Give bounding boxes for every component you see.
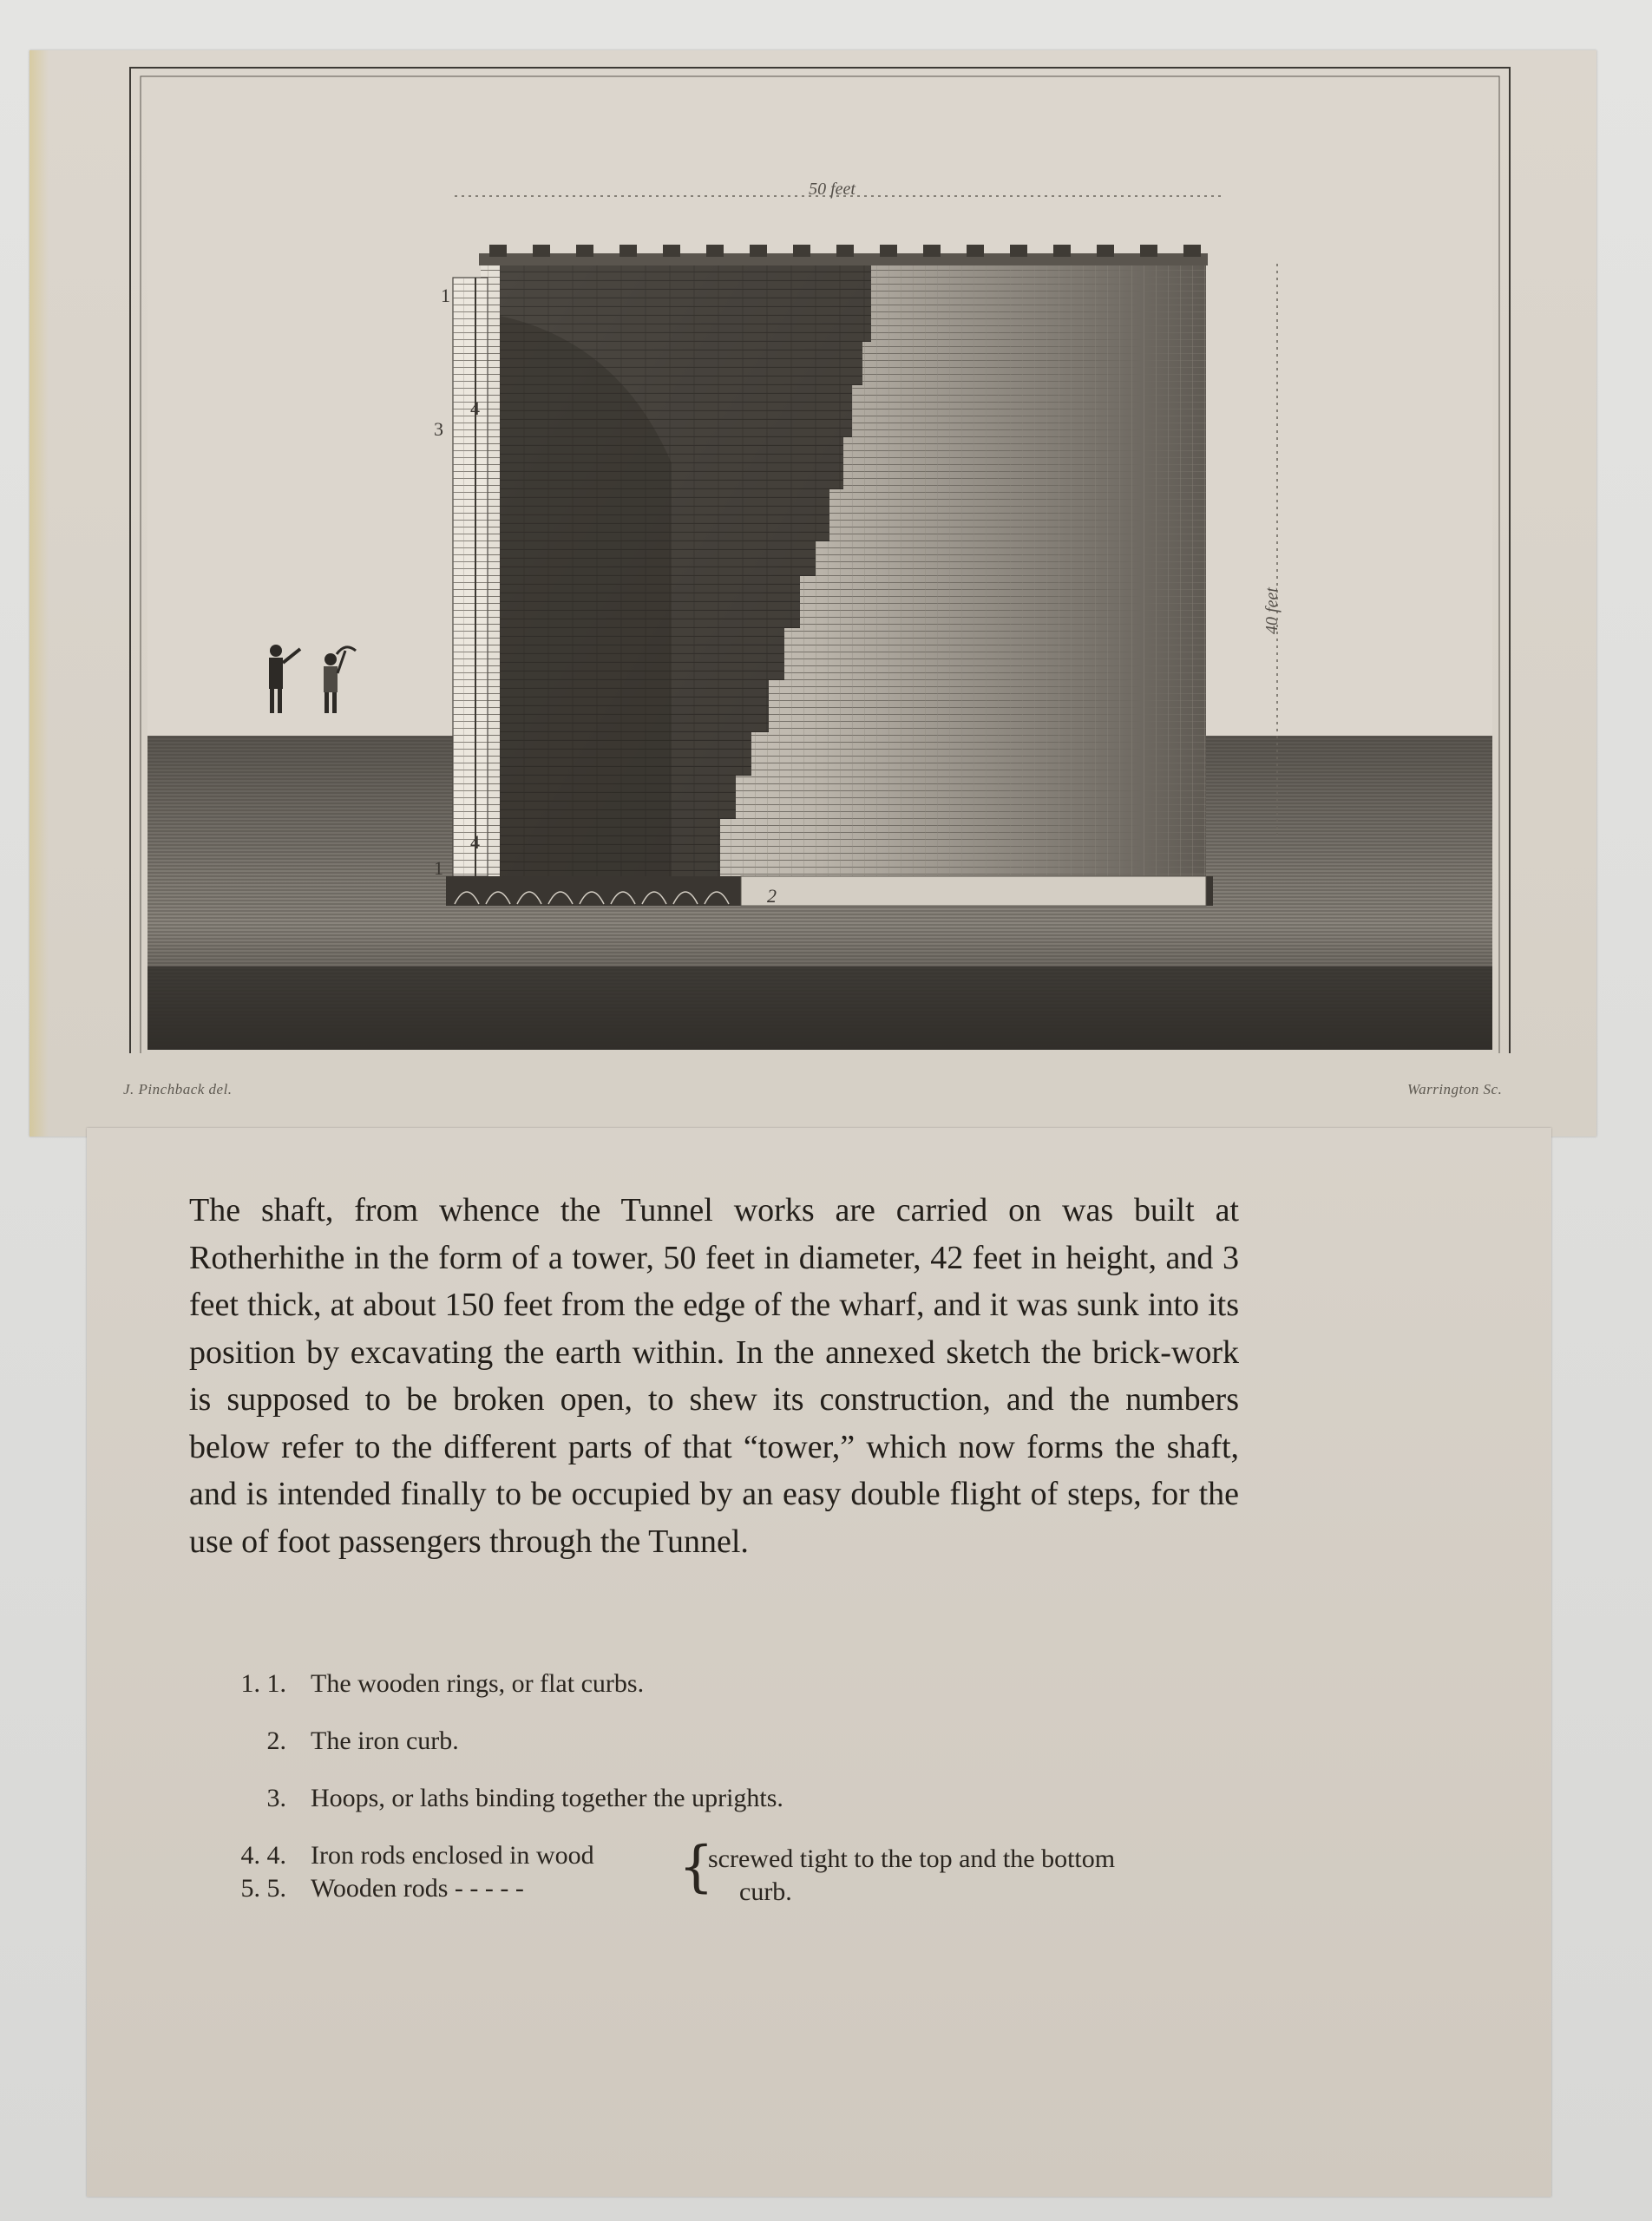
width-dimension-label: 50 feet — [809, 180, 856, 199]
part-description: The wooden rings, or flat curbs. — [311, 1669, 645, 1698]
label-1-bottom: 1 — [434, 857, 443, 879]
part-description: Wooden rods - - - - - — [311, 1874, 524, 1903]
label-1-top: 1 — [441, 285, 450, 306]
part-number: 2. — [266, 1726, 286, 1755]
label-4-bottom: 4 — [470, 831, 480, 853]
paper-stain — [30, 50, 49, 1137]
label-2: 2 — [767, 885, 777, 907]
engraving-plate — [99, 56, 1536, 1053]
engraver-signature: Warrington Sc. — [1407, 1081, 1503, 1097]
brace-text-line: curb. — [739, 1877, 792, 1906]
label-3: 3 — [434, 418, 443, 440]
tower-engraving — [99, 56, 1536, 1053]
artist-signature: J. Pinchback del. — [123, 1081, 233, 1097]
part-number: 3. — [266, 1784, 286, 1812]
height-dimension-label: 40 feet — [1262, 587, 1282, 634]
part-description: Iron rods enclosed in wood — [311, 1841, 594, 1870]
part-number: 1. 1. — [240, 1669, 286, 1698]
description-paragraph: The shaft, from whence the Tunnel works are carried on was built at Rotherhithe in the form of a tower, 50 feet in diameter, 42 feet in height, and 3 feet thick, at about 150 feet from the edge of the wharf, and it was sunk into its position by excavating the earth within. In the annexed sketch the brick-work is supposed to be broken open, to shew its construction, and the numbers below refer to the different parts of that “tower,” which now forms the shaft, and is intended finally to be occupied by an easy double flight of steps, for the use of foot passengers through the Tunnel. — [189, 1192, 1239, 1560]
iron-curb — [741, 876, 1206, 906]
part-description: Hoops, or laths binding together the uprights. — [311, 1784, 783, 1812]
part-description: The iron curb. — [311, 1726, 459, 1755]
tower-top-rim — [479, 245, 1208, 265]
label-4-top: 4 — [470, 397, 480, 419]
part-number: 4. 4. — [240, 1841, 286, 1870]
brace-glyph: { — [678, 1835, 714, 1899]
part-number: 5. 5. — [240, 1874, 286, 1903]
brace-text-line: screwed tight to the top and the bottom — [708, 1844, 1116, 1873]
